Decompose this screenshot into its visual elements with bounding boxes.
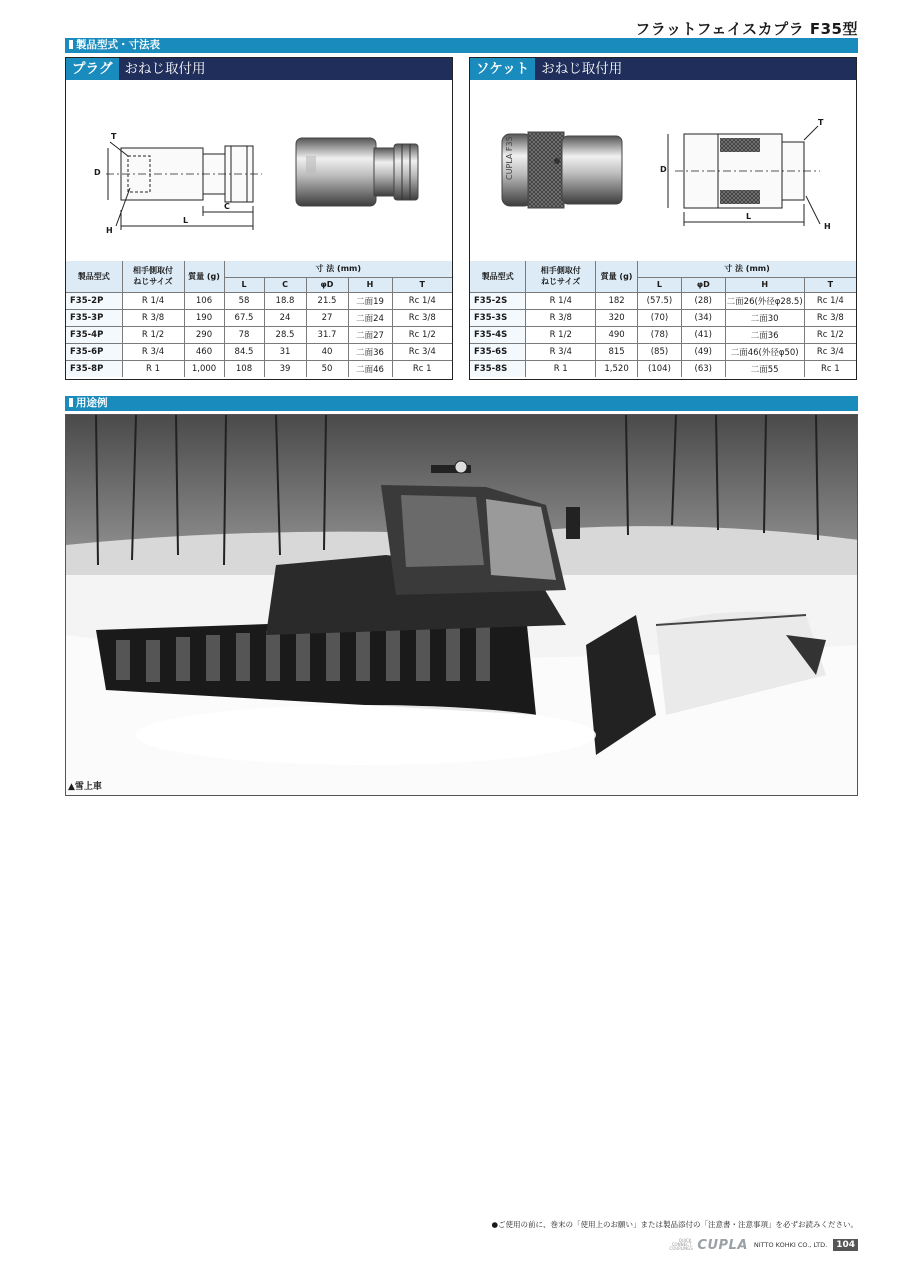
cell-T: Rc 3/8 bbox=[392, 309, 452, 326]
plug-header-D: φD bbox=[306, 277, 348, 292]
cell-D: 40 bbox=[306, 343, 348, 360]
section-bar-spec bbox=[65, 38, 858, 53]
cell-D: 31.7 bbox=[306, 326, 348, 343]
table-row bbox=[470, 360, 856, 377]
socket-header-weight: 質量 (g) bbox=[596, 261, 638, 292]
cell-D: (49) bbox=[681, 343, 725, 360]
plug-tag: プラグ bbox=[66, 58, 119, 80]
cell-model: F35-2P bbox=[66, 292, 122, 309]
plug-dim-T: T bbox=[111, 132, 117, 141]
cell-D: 50 bbox=[306, 360, 348, 377]
plug-header-L: L bbox=[224, 277, 264, 292]
cell-D: 27 bbox=[306, 309, 348, 326]
cell-thread: R 1/4 bbox=[122, 292, 184, 309]
cell-model: F35-3P bbox=[66, 309, 122, 326]
plug-panel-header bbox=[66, 58, 452, 80]
cell-weight: 290 bbox=[184, 326, 224, 343]
cell-L: 84.5 bbox=[224, 343, 264, 360]
cell-model: F35-6S bbox=[470, 343, 526, 360]
cell-H: 二面36 bbox=[348, 343, 392, 360]
section-bar-usage bbox=[65, 396, 858, 411]
plug-panel bbox=[65, 57, 453, 380]
footer-note: ●ご使用の前に、巻末の「使用上のお願い」または製品添付の「注意書・注意事項」を必ずお読みください。 bbox=[491, 1220, 858, 1229]
table-row bbox=[470, 309, 856, 326]
cell-H: 二面24 bbox=[348, 309, 392, 326]
cell-model: F35-3S bbox=[470, 309, 526, 326]
plug-header-weight: 質量 (g) bbox=[184, 261, 224, 292]
cell-weight: 490 bbox=[596, 326, 638, 343]
cell-model: F35-4S bbox=[470, 326, 526, 343]
cell-C: 24 bbox=[264, 309, 306, 326]
cell-D: (34) bbox=[681, 309, 725, 326]
cell-H: 二面46 bbox=[348, 360, 392, 377]
cell-T: Rc 1 bbox=[392, 360, 452, 377]
svg-text:CUPLA F35: CUPLA F35 bbox=[505, 136, 514, 180]
plug-header-dims: 寸 法 (mm) bbox=[224, 261, 452, 277]
socket-dim-H: H bbox=[824, 222, 831, 231]
cell-C: 18.8 bbox=[264, 292, 306, 309]
table-row bbox=[66, 326, 452, 343]
socket-dim-D: D bbox=[660, 165, 667, 174]
cell-L: (78) bbox=[638, 326, 682, 343]
plug-header-H: H bbox=[348, 277, 392, 292]
cell-model: F35-4P bbox=[66, 326, 122, 343]
cell-weight: 190 bbox=[184, 309, 224, 326]
socket-header-L: L bbox=[638, 277, 682, 292]
cell-L: 108 bbox=[224, 360, 264, 377]
plug-dim-L: L bbox=[183, 216, 189, 225]
cell-L: (57.5) bbox=[638, 292, 682, 309]
cell-D: (41) bbox=[681, 326, 725, 343]
cell-weight: 1,000 bbox=[184, 360, 224, 377]
table-row bbox=[470, 326, 856, 343]
cell-H: 二面55 bbox=[725, 360, 804, 377]
cell-T: Rc 1/2 bbox=[392, 326, 452, 343]
cell-weight: 460 bbox=[184, 343, 224, 360]
page-number: 104 bbox=[833, 1239, 858, 1251]
cell-thread: R 3/4 bbox=[526, 343, 596, 360]
document-title: フラットフェイスカプラ F35型 bbox=[635, 20, 858, 38]
cell-L: (85) bbox=[638, 343, 682, 360]
cell-L: 58 bbox=[224, 292, 264, 309]
plug-header-C: C bbox=[264, 277, 306, 292]
table-row bbox=[66, 343, 452, 360]
socket-tag: ソケット bbox=[470, 58, 535, 80]
socket-spec-table bbox=[470, 261, 856, 377]
cell-weight: 106 bbox=[184, 292, 224, 309]
cell-T: Rc 1 bbox=[804, 360, 856, 377]
cell-thread: R 1 bbox=[122, 360, 184, 377]
table-row bbox=[470, 292, 856, 309]
cell-D: 21.5 bbox=[306, 292, 348, 309]
socket-panel bbox=[469, 57, 857, 380]
cell-thread: R 1 bbox=[526, 360, 596, 377]
socket-dim-L: L bbox=[746, 212, 752, 221]
cell-L: (104) bbox=[638, 360, 682, 377]
plug-dim-H: H bbox=[106, 226, 113, 235]
plug-spec-table bbox=[66, 261, 452, 377]
section-title-usage: 用途例 bbox=[76, 397, 108, 409]
cell-T: Rc 1/4 bbox=[392, 292, 452, 309]
cell-model: F35-8P bbox=[66, 360, 122, 377]
cell-H: 二面26(外径φ28.5) bbox=[725, 292, 804, 309]
cell-C: 31 bbox=[264, 343, 306, 360]
cell-thread: R 1/2 bbox=[526, 326, 596, 343]
cell-weight: 1,520 bbox=[596, 360, 638, 377]
brand-tagline: QUICK CONNECT COUPLINGS bbox=[669, 1238, 693, 1251]
plug-header-thread: 相手側取付 ねじサイズ bbox=[122, 261, 184, 292]
cell-model: F35-8S bbox=[470, 360, 526, 377]
cell-T: Rc 3/4 bbox=[804, 343, 856, 360]
section-title-spec: 製品型式・寸法表 bbox=[76, 39, 160, 51]
cell-T: Rc 3/8 bbox=[804, 309, 856, 326]
table-row bbox=[66, 309, 452, 326]
socket-dim-T: T bbox=[818, 118, 824, 127]
footer-brand bbox=[669, 1238, 858, 1252]
socket-title: おねじ取付用 bbox=[541, 61, 623, 77]
brand-logo: CUPLA bbox=[697, 1237, 748, 1253]
cell-H: 二面27 bbox=[348, 326, 392, 343]
cell-weight: 320 bbox=[596, 309, 638, 326]
cell-T: Rc 1/2 bbox=[804, 326, 856, 343]
cell-D: (28) bbox=[681, 292, 725, 309]
socket-header-H: H bbox=[725, 277, 804, 292]
snowcat-illustration bbox=[66, 415, 858, 796]
plug-header-model: 製品型式 bbox=[66, 261, 122, 292]
cell-L: 78 bbox=[224, 326, 264, 343]
cell-L: (70) bbox=[638, 309, 682, 326]
cell-H: 二面19 bbox=[348, 292, 392, 309]
photo-caption: ▲雪上車 bbox=[68, 782, 102, 792]
cell-T: Rc 3/4 bbox=[392, 343, 452, 360]
plug-dim-C: C bbox=[224, 202, 230, 211]
cell-H: 二面36 bbox=[725, 326, 804, 343]
section-marker bbox=[69, 398, 73, 407]
cell-model: F35-6P bbox=[66, 343, 122, 360]
cell-D: (63) bbox=[681, 360, 725, 377]
table-row bbox=[66, 292, 452, 309]
cell-thread: R 1/4 bbox=[526, 292, 596, 309]
socket-panel-header bbox=[470, 58, 856, 80]
cell-C: 28.5 bbox=[264, 326, 306, 343]
cell-model: F35-2S bbox=[470, 292, 526, 309]
socket-header-D: φD bbox=[681, 277, 725, 292]
socket-header-thread: 相手側取付 ねじサイズ bbox=[526, 261, 596, 292]
section-marker bbox=[69, 40, 73, 49]
socket-header-model: 製品型式 bbox=[470, 261, 526, 292]
cell-T: Rc 1/4 bbox=[804, 292, 856, 309]
table-row bbox=[470, 343, 856, 360]
cell-weight: 815 bbox=[596, 343, 638, 360]
plug-dim-D: D bbox=[94, 168, 101, 177]
usage-photo bbox=[65, 414, 858, 796]
company-name: NITTO KOHKI CO., LTD. bbox=[753, 1241, 828, 1249]
plug-header-T: T bbox=[392, 277, 452, 292]
cell-H: 二面30 bbox=[725, 309, 804, 326]
socket-header-T: T bbox=[804, 277, 856, 292]
cell-thread: R 3/8 bbox=[526, 309, 596, 326]
cell-weight: 182 bbox=[596, 292, 638, 309]
plug-title: おねじ取付用 bbox=[124, 61, 206, 77]
socket-header-dims: 寸 法 (mm) bbox=[638, 261, 856, 277]
cell-thread: R 3/8 bbox=[122, 309, 184, 326]
cell-C: 39 bbox=[264, 360, 306, 377]
table-row bbox=[66, 360, 452, 377]
cell-L: 67.5 bbox=[224, 309, 264, 326]
cell-thread: R 1/2 bbox=[122, 326, 184, 343]
cell-thread: R 3/4 bbox=[122, 343, 184, 360]
cell-H: 二面46(外径φ50) bbox=[725, 343, 804, 360]
